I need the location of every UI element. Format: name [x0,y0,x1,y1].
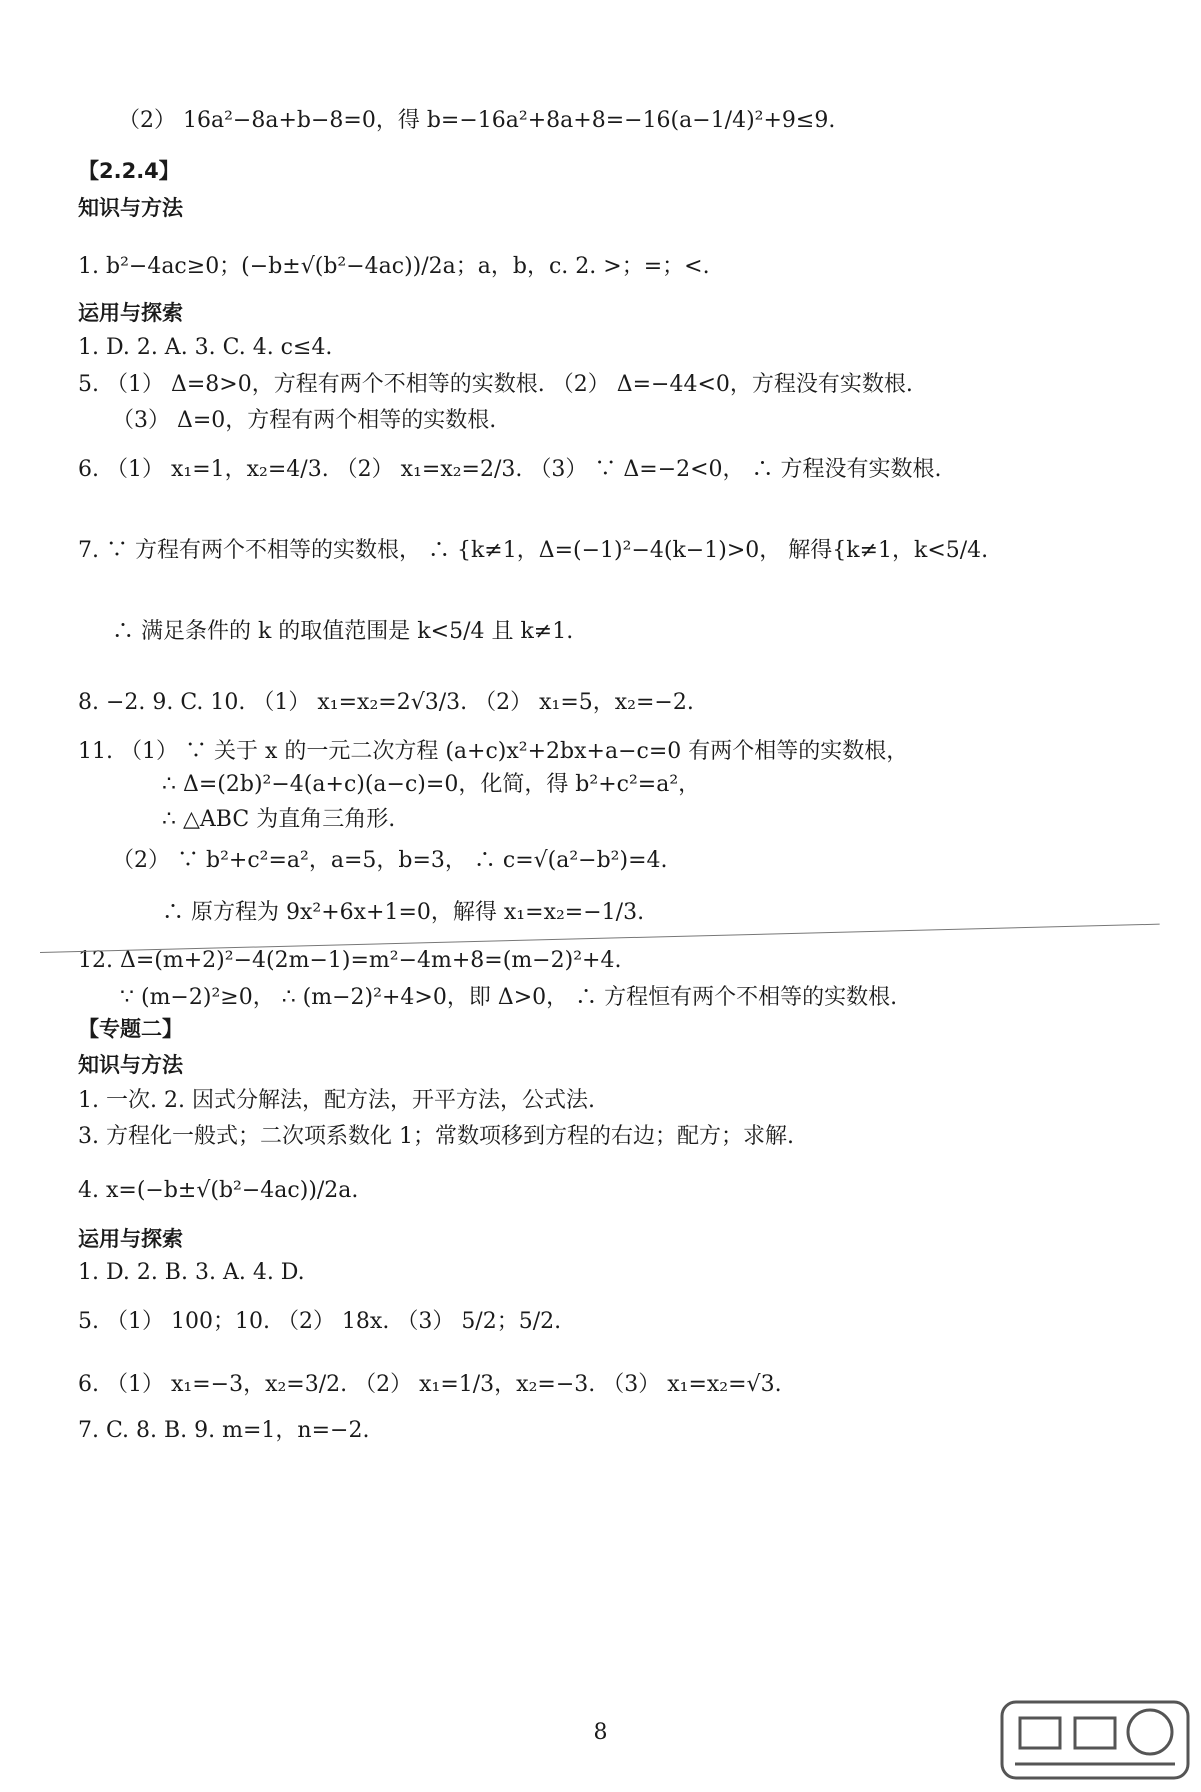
page-number: 8 [593,1720,608,1745]
line-24: 4. x=(−b±√(b²−4ac))/2a. [78,1178,359,1203]
line-1: （2） 16a²−8a+b−8=0，得 b=−16a²+8a+8=−16(a−1/4)²+9≤9. [118,108,836,133]
line-16: （2） ∵ b²+c²=a²，a=5，b=3， ∴ c=√(a²−b²)=4. [112,848,668,873]
line-12: 8. −2. 9. C. 10. （1） x₁=x₂=2√3/3. （2） x₁=5，x₂=−2. [78,690,694,715]
section-heading: 【2.2.4】 [78,159,180,183]
line-10: 7. ∵ 方程有两个不相等的实数根， ∴ {k≠1，Δ=(−1)²−4(k−1)>0， 解得{k≠1，k<5/4. [78,538,989,563]
line-6: 1. D. 2. A. 3. C. 4. c≤4. [78,335,333,360]
subheading: 知识与方法 [78,1053,183,1077]
subheading: 运用与探索 [78,301,183,325]
line-8: （3） Δ=0，方程有两个相等的实数根. [112,408,497,433]
line-7: 5. （1） Δ=8>0，方程有两个不相等的实数根. （2） Δ=−44<0，方程没有实数根. [78,372,913,397]
line-26: 1. D. 2. B. 3. A. 4. D. [78,1260,305,1285]
subheading: 运用与探索 [78,1227,183,1251]
line-28: 6. （1） x₁=−3，x₂=3/2. （2） x₁=1/3，x₂=−3. （3） x₁=x₂=√3. [78,1372,782,1397]
line-4: 1. b²−4ac≥0；(−b±√(b²−4ac))/2a；a，b，c. 2. >；=；<. [78,254,710,279]
line-15: ∴ △ABC 为直角三角形. [162,807,396,832]
line-23: 3. 方程化一般式；二次项系数化 1；常数项移到方程的右边；配方；求解. [78,1124,794,1149]
line-27: 5. （1） 100；10. （2） 18x. （3） 5/2；5/2. [78,1309,562,1334]
section-heading: 【专题二】 [78,1017,183,1041]
line-29: 7. C. 8. B. 9. m=1，n=−2. [78,1418,370,1443]
line-18: 12. Δ=(m+2)²−4(2m−1)=m²−4m+8=(m−2)²+4. [78,948,622,973]
line-17: ∴ 原方程为 9x²+6x+1=0，解得 x₁=x₂=−1/3. [162,900,645,925]
line-14: ∴ Δ=(2b)²−4(a+c)(a−c)=0，化简，得 b²+c²=a²， [162,772,701,797]
line-13: 11. （1） ∵ 关于 x 的一元二次方程 (a+c)x²+2bx+a−c=0 有两个相等的实数根， [78,739,909,764]
line-9: 6. （1） x₁=1，x₂=4/3. （2） x₁=x₂=2/3. （3） ∵ Δ=−2<0， ∴ 方程没有实数根. [78,457,942,482]
line-11: ∴ 满足条件的 k 的取值范围是 k<5/4 且 k≠1. [112,619,574,644]
line-22: 1. 一次. 2. 因式分解法，配方法，开平方法，公式法. [78,1088,595,1113]
line-19: ∵ (m−2)²≥0， ∴ (m−2)²+4>0，即 Δ>0， ∴ 方程恒有两个不相等的实数根. [120,985,898,1010]
watermark-icon [1000,1700,1190,1780]
watermark-logo [1000,1700,1190,1786]
subheading: 知识与方法 [78,196,183,220]
